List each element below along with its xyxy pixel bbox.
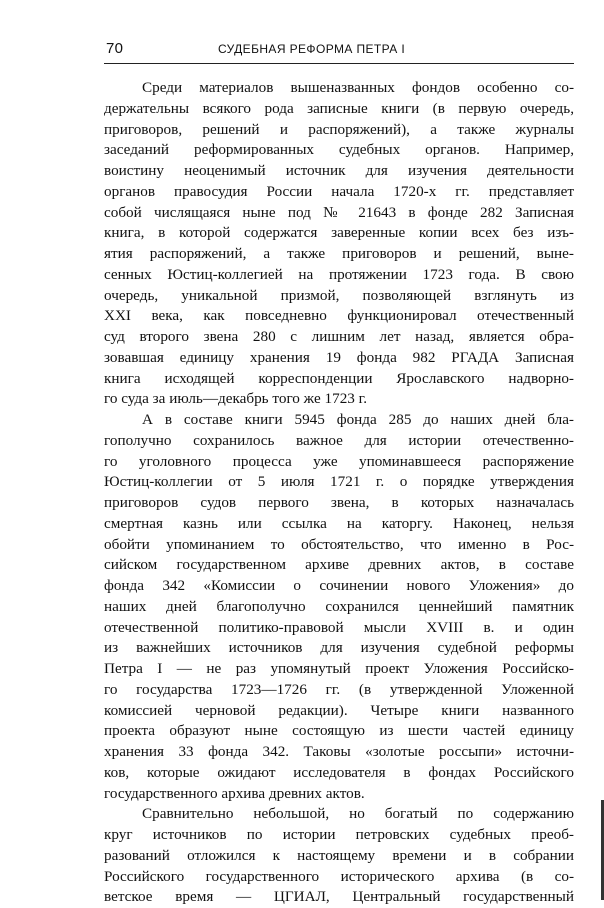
- text-line: воистину неоценимый источник для изучения деятельности: [104, 162, 574, 179]
- text-line: А в составе книги 5945 фонда 285 до наших дней бла-: [142, 411, 574, 428]
- text-line: проекта образуют ныне состоящую из шести частей единицу: [104, 722, 574, 740]
- text-line: государственного архива древних актов.: [104, 784, 365, 802]
- text-line: Среди материалов вышеназванных фондов особенно со-: [142, 79, 574, 96]
- text-line: Петра I — не раз упомянутый проект Уложения Российско-: [104, 660, 574, 677]
- text-line: собой числящаяся ныне под № 21643 в фонде 282 Записная: [104, 203, 574, 221]
- body-text: [104, 78, 574, 908]
- page-number: 70: [106, 40, 124, 57]
- text-line: ятия распоряжений, а также приговоров и решений, выне-: [104, 245, 574, 262]
- text-line: Российского государственного исторического архива (в со-: [104, 867, 574, 885]
- paragraph: [104, 410, 574, 804]
- text-line: зовавшая единицу хранения 19 фонда 982 РГАДА Записная: [104, 348, 574, 366]
- text-line: сийском государственном архиве древних актов, в составе: [104, 556, 574, 574]
- text-line: книга исходящей корреспонденции Ярославского надворно-: [104, 369, 574, 387]
- text-line: ветское время — ЦГИАЛ, Центральный государственный: [104, 888, 574, 906]
- text-line: хранения 33 фонда 342. Таковы «золотые россыпи» источни-: [104, 743, 574, 760]
- text-line: гополучно сохранилось важное для истории отечественно-: [104, 431, 574, 449]
- text-line: ков, которые ожидают исследователя в фондах Российского: [104, 763, 574, 781]
- text-line: наших дней благополучно сохранился ценнейший памятник: [104, 597, 574, 615]
- header-rule: [104, 63, 574, 64]
- text-line: органов правосудия России начала 1720-х гг. представляет: [104, 182, 574, 200]
- text-line: сенных Юстиц-коллегией на протяжении 1723 года. В свою: [104, 265, 574, 283]
- text-line: приговоров, решений и распоряжений), а также журналы: [104, 120, 574, 138]
- text-line: Сравнительно небольшой, но богатый по содержанию: [142, 805, 574, 823]
- text-line: суд второго звена 280 с лишним лет назад, является обра-: [104, 328, 574, 345]
- text-line: очередь, уникальной призмой, позволяющей взглянуть из: [104, 286, 574, 304]
- text-line: комиссией черновой редакции). Четыре книги названного: [104, 701, 574, 719]
- text-line: круг источников по истории петровских судебных преоб-: [104, 826, 574, 843]
- text-line: разований отложился к настоящему времени и в собрании: [104, 846, 574, 864]
- running-title: СУДЕБНАЯ РЕФОРМА ПЕТРА I: [218, 42, 406, 56]
- text-line: держательны всякого рода записные книги (в первую очередь,: [104, 99, 574, 117]
- text-line: го уголовного процесса уже упоминавшееся распоряжение: [104, 452, 574, 470]
- text-line: книга, в которой содержатся заверенные копии всех без изъ-: [104, 224, 574, 242]
- text-line: фонда 342 «Комиссии о сочинении нового Уложения» до: [104, 577, 574, 594]
- paragraph: [104, 78, 574, 410]
- text-line: го суда за июль—декабрь того же 1723 г.: [104, 390, 367, 408]
- text-line: го государства 1723—1726 гг. (в утвержденной Уложенной: [104, 680, 574, 698]
- text-line: XXI века, как повседневно функционировал отечественный: [104, 307, 574, 325]
- text-line: отечественной политико-правовой мысли XVIII в. и один: [104, 618, 574, 636]
- text-line: смертная казнь или ссылка на каторгу. Наконец, нельзя: [104, 514, 574, 532]
- text-line: Юстиц-коллегии от 5 июля 1721 г. о порядке утверждения: [104, 473, 574, 491]
- text-line: приговоров судов первого звена, в которых назначалась: [104, 494, 574, 511]
- text-line: из важнейших источников для изучения судебной реформы: [104, 639, 574, 657]
- text-line: заседаний реформированных судебных органов. Например,: [104, 141, 574, 159]
- paragraph: [104, 804, 574, 908]
- text-line: обойти упоминанием то обстоятельство, что именно в Рос-: [104, 535, 574, 553]
